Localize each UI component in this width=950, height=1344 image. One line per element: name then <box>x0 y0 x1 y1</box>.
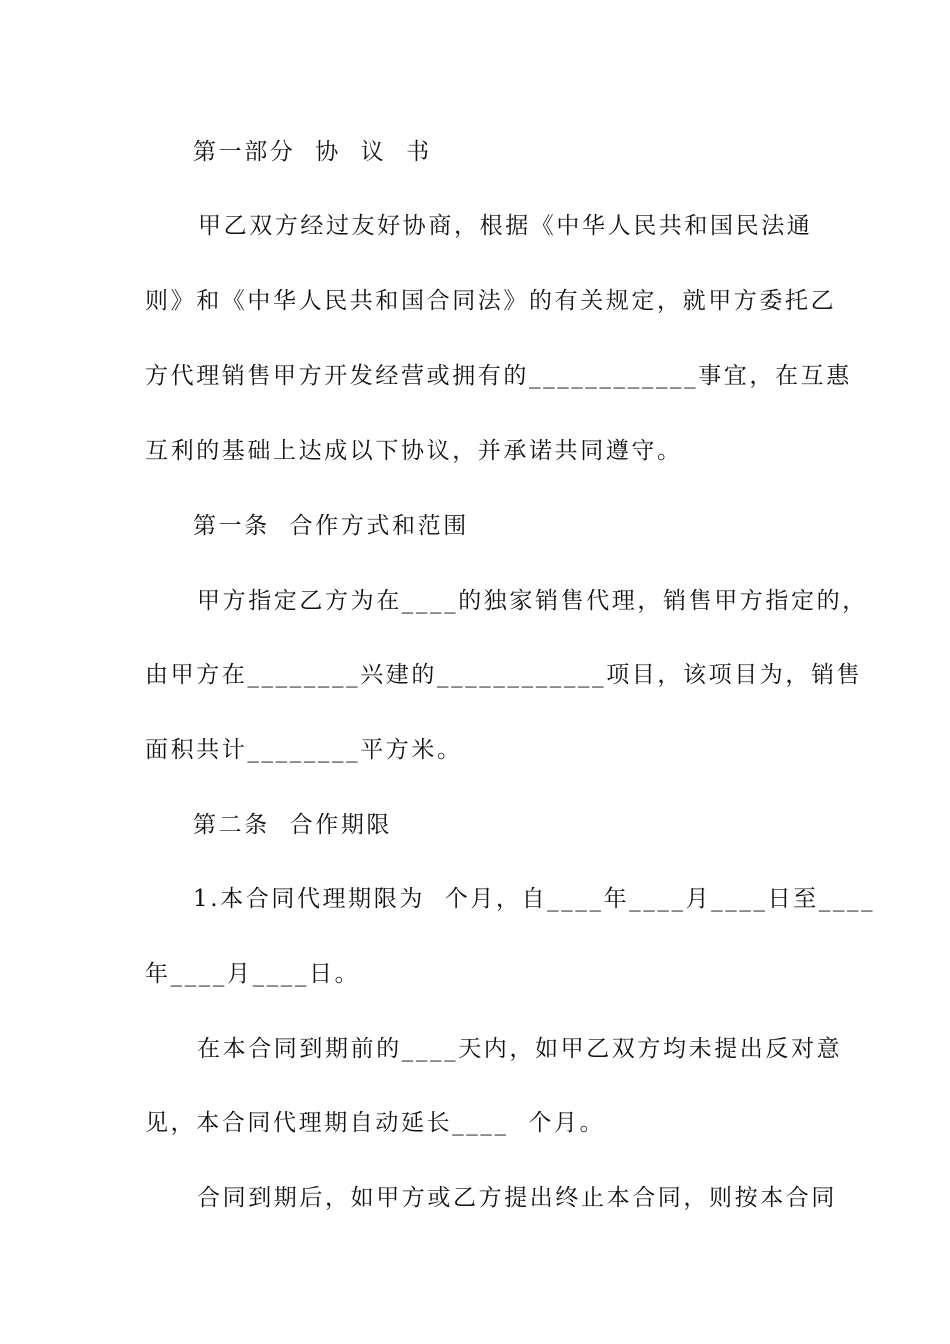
paragraph-line: 甲方指定乙方为在____的独家销售代理，销售甲方指定的， <box>197 588 868 614</box>
paragraph-line: 1.本合同代理期限为 个月，自____年____月____日至____ <box>193 886 876 912</box>
paragraph-line: 由甲方在________兴建的____________项目，该项目为，销售 <box>145 662 863 688</box>
paragraph-line: 方代理销售甲方开发经营或拥有的____________事宜，在互惠 <box>145 363 852 389</box>
paragraph-line: 面积共计________平方米。 <box>145 737 463 763</box>
article-2-heading: 第二条 合作期限 <box>193 812 393 838</box>
paragraph-line: 互利的基础上达成以下协议，并承诺共同遵守。 <box>145 438 683 464</box>
paragraph-line: 见，本合同代理期自动延长____ 个月。 <box>145 1110 606 1136</box>
paragraph-line: 年____月____日。 <box>145 961 361 987</box>
paragraph-line: 甲乙双方经过友好协商，根据《中华人民共和国民法通 <box>198 213 813 239</box>
paragraph-line: 在本合同到期前的____天内，如甲乙双方均未提出反对意 <box>197 1036 843 1062</box>
part-heading: 第一部分 协 议 书 <box>193 139 432 165</box>
article-1-heading: 第一条 合作方式和范围 <box>193 513 469 539</box>
paragraph-line: 则》和《中华人民共和国合同法》的有关规定，就甲方委托乙 <box>145 288 837 314</box>
paragraph-line: 合同到期后，如甲方或乙方提出终止本合同，则按本合同 <box>197 1185 837 1211</box>
